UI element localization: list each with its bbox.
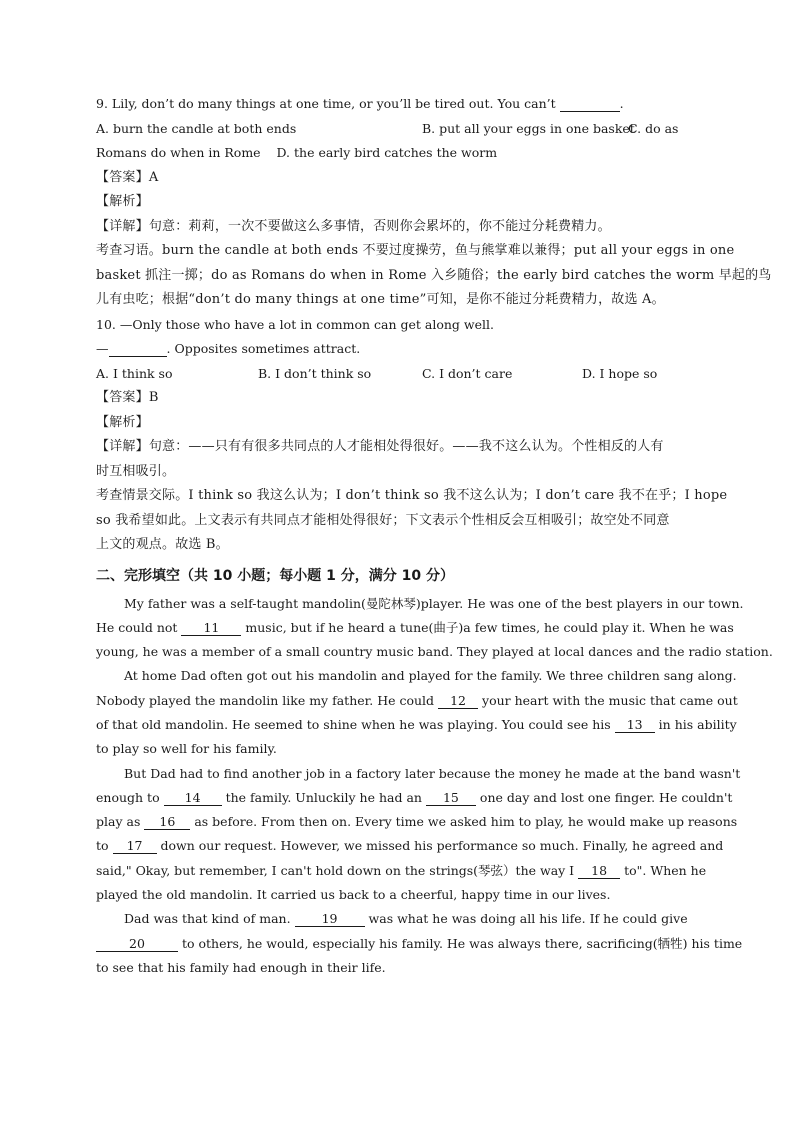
detail-text: so 我希望如此。上文表示有共同点才能相处得很好；下文表示个性相反会互相吸引；故空处不同意 — [96, 512, 670, 528]
passage-line: At home Dad often got out his mandolin and played for the family. We three children sang along. — [124, 668, 737, 684]
passage-text: in his ability — [658, 716, 737, 732]
passage-line: to play so well for his family. — [96, 741, 277, 757]
option-a: A. I think so — [96, 365, 173, 381]
option-c: C. I don’t care — [422, 365, 513, 381]
passage-line — [96, 834, 724, 858]
answer-line — [96, 386, 702, 411]
passage-line: My father was a self-taught mandolin(曼陀林琴)player. He was one of the best players in our town. — [124, 595, 744, 611]
option-a: A. burn the candle at both ends — [96, 120, 297, 136]
passage-line — [96, 713, 737, 737]
detail-text: 儿有虫吃；根据“don’t do many things at one time”可知，是你不能过分耗费精力，故选 A。 — [96, 292, 665, 307]
passage-text: enough to — [96, 789, 160, 805]
detail-line — [96, 435, 702, 460]
detail-text: 上文的观点。故选 B。 — [96, 537, 229, 552]
passage-text: one day and lost one finger. He couldn't — [479, 789, 733, 805]
question-10-options — [96, 362, 702, 387]
question-text: 9. Lily, don’t do many things at one time, or you’ll be tired out. You can’t — [96, 96, 556, 111]
blank-12[interactable]: 12 — [438, 694, 478, 709]
question-9-options-row1 — [96, 117, 702, 142]
question-10-reply — [96, 337, 702, 362]
passage-text: Dad was that kind of man. — [124, 911, 291, 927]
detail-text: basket 抓注一掷；do as Romans do when in Rome 入乡随俗；the early bird catches the worm 早起的鸟 — [96, 267, 772, 283]
passage-text: He could not — [96, 619, 178, 635]
detail-text: 时互相吸引。 — [96, 463, 176, 479]
passage-line — [96, 786, 733, 810]
punctuation: . — [619, 96, 624, 111]
passage-line — [96, 689, 738, 713]
passage-text: your heart with the music that came out — [482, 692, 738, 708]
detail-line — [96, 215, 702, 240]
passage-text: the family. Unluckily he had an — [225, 789, 422, 805]
blank-17[interactable]: 17 — [113, 839, 157, 854]
analysis-tag: 【解析】 — [96, 194, 149, 209]
blank-16[interactable]: 16 — [144, 815, 190, 830]
passage-text: music, but if he heard a tune(曲子)a few times, he could play it. When he was — [245, 619, 734, 635]
detail-text: 句意：——只有有很多共同点的人才能相处得很好。——我不这么认为。个性相反的人有 — [148, 439, 664, 454]
passage-text: as before. From then on. Every time we asked him to play, he would make up reasons — [194, 814, 738, 830]
question-10-stem: 10. —Only those who have a lot in common can get along well. — [96, 316, 494, 332]
passage-line: played the old mandolin. It carried us back to a cheerful, happy time in our lives. — [96, 887, 611, 903]
passage-text: was what he was doing all his life. If he could give — [368, 911, 688, 927]
option-c-start: C. do as — [628, 120, 679, 136]
blank-18[interactable]: 18 — [578, 864, 620, 879]
passage-line — [96, 616, 734, 640]
analysis-tag: 【解析】 — [96, 414, 149, 430]
detail-text: 考查情景交际。I think so 我这么认为；I don’t think so 我不这么认为；I don’t care 我不在乎；I hope — [96, 488, 728, 503]
passage-text: play as — [96, 814, 141, 830]
cloze-passage — [96, 592, 773, 981]
detail-tag: 【详解】 — [96, 439, 149, 454]
detail-text: 句意：莉莉，一次不要做这么多事情，否则你会累坏的，你不能过分耗费精力。 — [148, 218, 611, 234]
passage-text: to — [96, 838, 109, 854]
blank-14[interactable]: 14 — [164, 791, 222, 806]
answer-value: A — [148, 169, 159, 185]
section-title: 二、完形填空（共 10 小题；每小题 1 分，满分 10 分） — [96, 567, 454, 584]
answer-value: B — [148, 390, 159, 405]
passage-line — [96, 932, 743, 956]
passage-text: to". When he — [624, 862, 707, 878]
blank-15[interactable]: 15 — [426, 791, 476, 806]
reply-text: . Opposites sometimes attract. — [166, 341, 361, 356]
document-page — [96, 92, 773, 980]
passage-line — [96, 907, 702, 931]
passage-text: Nobody played the mandolin like my father. He could — [96, 692, 435, 708]
answer-blank — [560, 97, 620, 112]
option-b: B. put all your eggs in one basket — [422, 120, 635, 136]
passage-text: down our request. However, we missed his performance so much. Finally, he agreed and — [160, 838, 724, 854]
blank-19[interactable]: 19 — [295, 912, 365, 927]
detail-text: 考查习语。burn the candle at both ends 不要过度操劳，鱼与熊掌难以兼得；put all your eggs in one — [96, 243, 735, 258]
passage-line: But Dad had to find another job in a factory later because the money he made at the band wasn't — [124, 765, 741, 781]
answer-tag: 【答案】 — [96, 169, 149, 185]
blank-13[interactable]: 13 — [615, 718, 655, 733]
passage-text: to others, he would, especially his family. He was always there, sacrificing(牺牲) his time — [181, 935, 743, 951]
blank-20[interactable]: 20 — [96, 937, 178, 952]
answer-line — [96, 166, 702, 191]
passage-line — [96, 810, 738, 834]
answer-tag: 【答案】 — [96, 390, 149, 405]
option-d: D. the early bird catches the worm — [276, 145, 498, 160]
detail-tag: 【详解】 — [96, 218, 149, 234]
passage-text: said," Okay, but remember, I can't hold down on the strings(琴弦）the way I — [96, 862, 575, 878]
passage-line: young, he was a member of a small country music band. They played at local dances and the radio station. — [96, 644, 773, 660]
blank-11[interactable]: 11 — [181, 621, 241, 636]
option-b: B. I don’t think so — [258, 365, 372, 381]
answer-blank — [109, 342, 167, 357]
option-c-end: Romans do when in Rome — [96, 145, 261, 160]
question-9-options-row2 — [96, 141, 702, 166]
question-9-stem — [96, 92, 702, 117]
passage-line: to see that his family had enough in their life. — [96, 959, 386, 975]
option-d: D. I hope so — [582, 365, 658, 381]
dash: — — [96, 341, 109, 356]
passage-line — [96, 859, 707, 883]
passage-text: of that old mandolin. He seemed to shine when he was playing. You could see his — [96, 716, 611, 732]
